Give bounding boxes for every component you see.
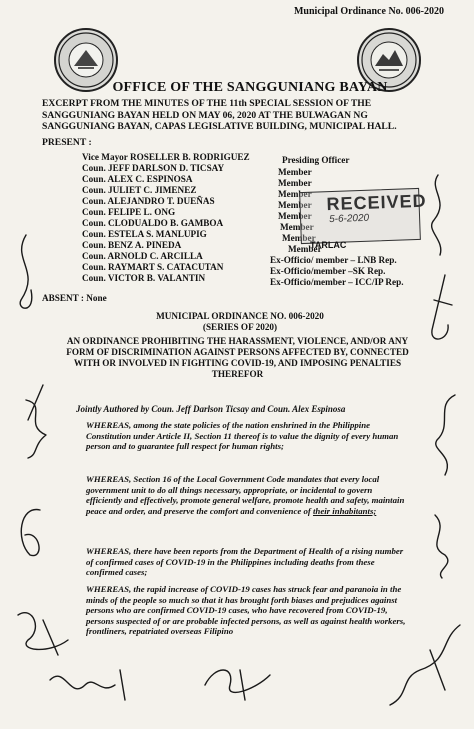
signature-mark	[6, 230, 46, 320]
absent-line: ABSENT : None	[42, 293, 107, 303]
office-title: OFFICE OF THE SANGGUNIANG BAYAN	[112, 80, 388, 95]
signature-mark	[425, 390, 465, 480]
member-row	[82, 152, 422, 163]
member-name: Coun. CLODUALDO B. GAMBOA	[82, 218, 224, 228]
ordinance-title: AN ORDINANCE PROHIBITING THE HARASSMENT, VIOLENCE, AND/OR ANY FORM OF DISCRIMINATION AGAINST PERSONS AFFECTED BY, CONNECTED WITH OR INVOLVED IN FIGHTING COVID-19, AND IMPOSING PENALTIES THEREFOR	[66, 336, 409, 379]
member-row	[82, 240, 422, 254]
signature-mark	[200, 660, 280, 710]
signature-mark	[420, 170, 460, 260]
member-row	[82, 262, 422, 276]
member-role: Member	[280, 222, 314, 232]
signature-mark	[18, 380, 58, 460]
signature-mark	[420, 510, 460, 580]
stamp-location: TARLAC	[310, 240, 347, 250]
member-role: Member	[278, 200, 312, 210]
member-role: Member	[282, 233, 316, 243]
member-name: Coun. RAYMART S. CATACUTAN	[82, 262, 224, 272]
stamp-label: RECEIVED	[326, 190, 427, 215]
minutes-excerpt: EXCERPT FROM THE MINUTES OF THE 11th SPECIAL SESSION OF THE SANGGUNIANG BAYAN HELD ON MAY 06, 2020 AT THE BULWAGAN NG SANGGUNIANG BAYAN, CAPAS LEGISLATIVE BUILDING, MUNICIPAL HALL.	[42, 98, 397, 132]
ordinance-heading	[100, 311, 380, 333]
whereas-paragraph	[86, 474, 406, 516]
signature-mark	[380, 620, 470, 710]
signature-mark	[45, 660, 135, 710]
member-row	[82, 273, 422, 287]
member-name: Coun. ESTELA S. MANLUPIG	[82, 229, 207, 239]
member-role: Presiding Officer	[282, 155, 350, 165]
signature-mark	[10, 500, 50, 570]
member-name: Coun. FELIPE L. ONG	[82, 207, 176, 217]
member-role: Member	[278, 189, 312, 199]
member-name: Coun. ALEX C. ESPINOSA	[82, 174, 193, 184]
member-name: Coun. ARNOLD C. ARCILLA	[82, 251, 203, 261]
whereas-text: WHEREAS, Section 16 of the Local Government Code mandates that every local government unit to do all things necessary, appropriate, or incidental to govern efficiently and effectively, promote general welfare, promote health and safety, maintain peace and order, and preserve the comfort and convenience of	[86, 474, 405, 516]
member-name: Coun. BENZ A. PINEDA	[82, 240, 182, 250]
stamp-date: 5-6-2020	[328, 212, 370, 226]
member-role: Member	[278, 167, 312, 177]
member-name: Coun. JEFF DARLSON D. TICSAY	[82, 163, 225, 173]
member-row	[82, 251, 422, 265]
signature-mark	[420, 270, 460, 360]
member-role: Ex-Officio/ member – LNB Rep.	[270, 255, 397, 265]
member-name: Coun. ALEJANDRO T. DUEÑAS	[82, 196, 215, 206]
member-name: Vice Mayor ROSELLER B. RODRIGUEZ	[82, 152, 250, 162]
whereas-paragraph: WHEREAS, there have been reports from the Department of Health of a rising number of confirmed cases of COVID-19 in the Philippines including deaths from these confirmed cases;	[86, 546, 404, 578]
present-label: PRESENT :	[42, 137, 92, 148]
member-name: Coun. VICTOR B. VALANTIN	[82, 273, 206, 283]
whereas-paragraph: WHEREAS, the rapid increase of COVID-19 cases has struck fear and paranoia in the minds of the people so much so that it has brought forth biases and prejudices against persons who are confirmed COVID-19 cases, who have recovered from COVID-19, persons suspected of or are probable infected persons, as well as against health workers, frontliners, repatriated overseas Filipino	[86, 584, 406, 637]
member-row	[82, 174, 422, 188]
member-name: Coun. JULIET C. JIMENEZ	[82, 185, 197, 195]
ordinance-authors: Jointly Authored by Coun. Jeff Darlson Ticsay and Coun. Alex Espinosa	[76, 404, 346, 414]
ordinance-number-header: Municipal Ordinance No. 006-2020	[293, 6, 444, 17]
member-role: Member	[288, 244, 322, 254]
member-role: Ex-Officio/member – ICC/IP Rep.	[270, 277, 404, 287]
member-role: Member	[278, 211, 312, 221]
whereas-paragraph: WHEREAS, among the state policies of the nation enshrined in the Philippine Constitution under Article II, Section 11 thereof is to value the dignity of every human person and to guarantee full respect for human rights;	[86, 420, 399, 452]
member-role: Member	[278, 178, 312, 188]
member-row	[82, 163, 422, 177]
ordinance-number: MUNICIPAL ORDINANCE NO. 006-2020	[156, 311, 324, 321]
received-stamp	[299, 188, 427, 244]
whereas-tail: their inhabitants;	[312, 505, 377, 516]
ordinance-series: (SERIES OF 2020)	[202, 322, 278, 332]
member-role: Ex-Officio/member –SK Rep.	[270, 266, 386, 276]
